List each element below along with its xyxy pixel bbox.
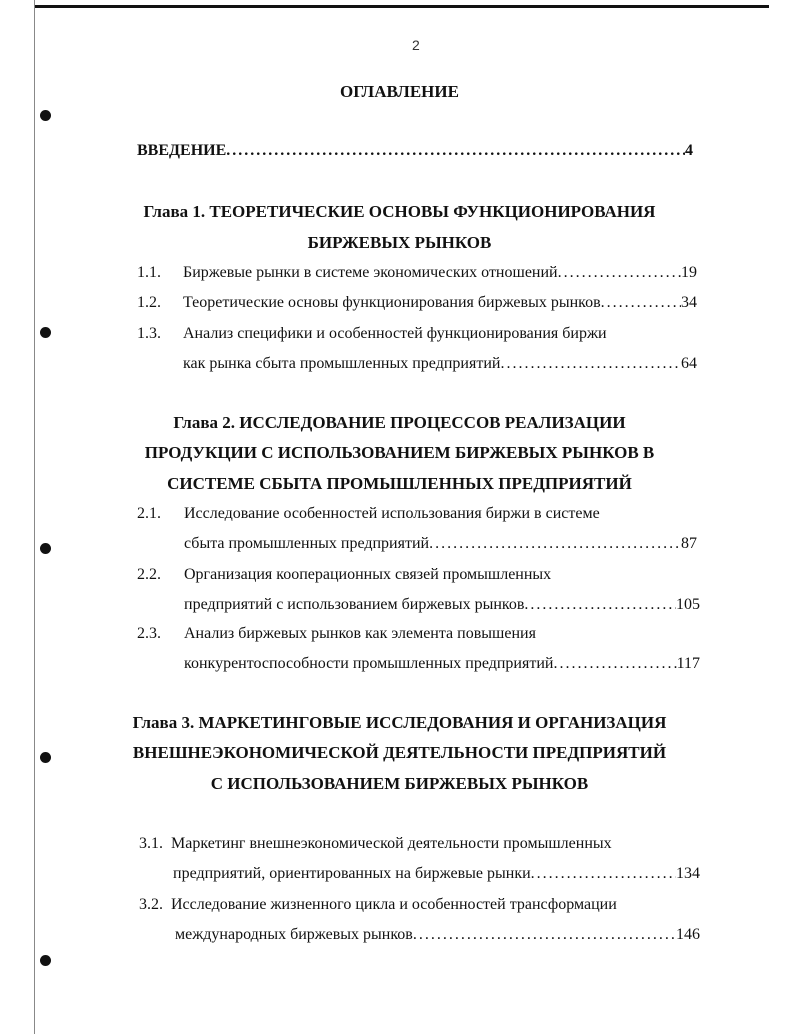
toc-entry-page: 134 <box>676 865 700 882</box>
section-number: 2.2. <box>137 566 161 583</box>
toc-entry-page: 146 <box>676 926 700 943</box>
leader-dots <box>524 596 676 614</box>
toc-entry-1-3[interactable] <box>183 355 697 373</box>
leader-dots <box>553 655 676 673</box>
chapter-3-heading-line-2[interactable]: ВНЕШНЕЭКОНОМИЧЕСКОЙ ДЕЯТЕЛЬНОСТИ ПРЕДПРИЯТИЙ <box>132 743 667 762</box>
toc-entry-page: 34 <box>681 294 697 311</box>
toc-entry-3-1[interactable] <box>173 865 700 883</box>
toc-entry-1-1[interactable] <box>183 264 697 282</box>
leader-dots <box>413 926 676 944</box>
chapter-2-heading-line-3[interactable]: СИСТЕМЕ СБЫТА ПРОМЫШЛЕННЫХ ПРЕДПРИЯТИЙ <box>167 474 632 493</box>
section-number: 3.1. <box>139 835 163 852</box>
chapter-2-heading-line-2[interactable]: ПРОДУКЦИИ С ИСПОЛЬЗОВАНИЕМ БИРЖЕВЫХ РЫНКОВ В <box>144 443 655 462</box>
toc-entry-3-2-line-1[interactable]: Исследование жизненного цикла и особенностей трансформации <box>171 896 617 913</box>
toc-entry-page: 64 <box>681 355 697 372</box>
page-title: ОГЛАВЛЕНИЕ <box>340 82 459 101</box>
toc-entry-page: 4 <box>685 142 693 159</box>
toc-entry-2-2-line-1[interactable]: Организация кооперационных связей промышленных <box>184 566 552 583</box>
section-number: 3.2. <box>139 896 163 913</box>
toc-entry-intro[interactable] <box>137 142 693 160</box>
toc-entry-3-1-line-1[interactable]: Маркетинг внешнеэкономической деятельности промышленных <box>171 835 612 852</box>
section-number: 1.1. <box>137 264 161 281</box>
section-number: 1.2. <box>137 294 161 311</box>
toc-entry-page: 19 <box>681 264 697 281</box>
toc-entry-2-2[interactable] <box>184 596 700 614</box>
toc-entry-label: конкурентоспособности промышленных предприятий <box>184 655 554 672</box>
toc-entry-1-2[interactable] <box>183 294 697 312</box>
section-number: 1.3. <box>137 325 161 342</box>
leader-dots <box>429 535 681 553</box>
leader-dots <box>601 294 681 312</box>
toc-entry-3-2[interactable] <box>175 926 700 944</box>
toc-entry-page: 117 <box>676 655 700 672</box>
chapter-1-heading-line-1[interactable]: Глава 1. ТЕОРЕТИЧЕСКИЕ ОСНОВЫ ФУНКЦИОНИРОВАНИЯ <box>143 202 656 221</box>
toc-entry-label: Теоретические основы функционирования биржевых рынков <box>183 294 601 311</box>
leader-dots <box>500 355 681 373</box>
toc-entry-label: Биржевые рынки в системе экономических отношений <box>183 264 558 281</box>
toc-entry-label: международных биржевых рынков <box>175 926 413 943</box>
toc-entry-2-1-line-1[interactable]: Исследование особенностей использования биржи в системе <box>184 505 600 522</box>
binder-hole <box>40 110 51 121</box>
toc-entry-label: предприятий с использованием биржевых рынков <box>184 596 525 613</box>
section-number: 2.3. <box>137 625 161 642</box>
chapter-3-heading-line-3[interactable]: С ИСПОЛЬЗОВАНИЕМ БИРЖЕВЫХ РЫНКОВ <box>210 774 589 793</box>
toc-entry-page: 87 <box>681 535 697 552</box>
toc-entry-page: 105 <box>676 596 700 613</box>
toc-entry-label: как рынка сбыта промышленных предприятий <box>183 355 501 372</box>
chapter-1-heading-line-2[interactable]: БИРЖЕВЫХ РЫНКОВ <box>307 233 492 252</box>
page-number: 2 <box>412 37 420 53</box>
leader-dots <box>531 865 676 883</box>
leader-dots <box>558 264 681 282</box>
binder-hole <box>40 543 51 554</box>
binder-hole <box>40 327 51 338</box>
toc-entry-1-3-line-1[interactable]: Анализ специфики и особенностей функционирования биржи <box>183 325 607 342</box>
toc-entry-2-1[interactable] <box>184 535 697 553</box>
toc-entry-label: ВВЕДЕНИЕ <box>137 142 227 159</box>
leader-dots <box>226 142 685 160</box>
scan-left-edge <box>34 0 35 1034</box>
scan-top-border <box>34 5 769 8</box>
toc-entry-label: сбыта промышленных предприятий <box>184 535 430 552</box>
toc-entry-2-3-line-1[interactable]: Анализ биржевых рынков как элемента повышения <box>184 625 536 642</box>
chapter-2-heading-line-1[interactable]: Глава 2. ИССЛЕДОВАНИЕ ПРОЦЕССОВ РЕАЛИЗАЦИИ <box>173 413 626 432</box>
binder-hole <box>40 955 51 966</box>
chapter-3-heading-line-1[interactable]: Глава 3. МАРКЕТИНГОВЫЕ ИССЛЕДОВАНИЯ И ОРГАНИЗАЦИЯ <box>132 713 667 732</box>
toc-entry-2-3[interactable] <box>184 655 700 673</box>
section-number: 2.1. <box>137 505 161 522</box>
toc-entry-label: предприятий, ориентированных на биржевые рынки <box>173 865 531 882</box>
